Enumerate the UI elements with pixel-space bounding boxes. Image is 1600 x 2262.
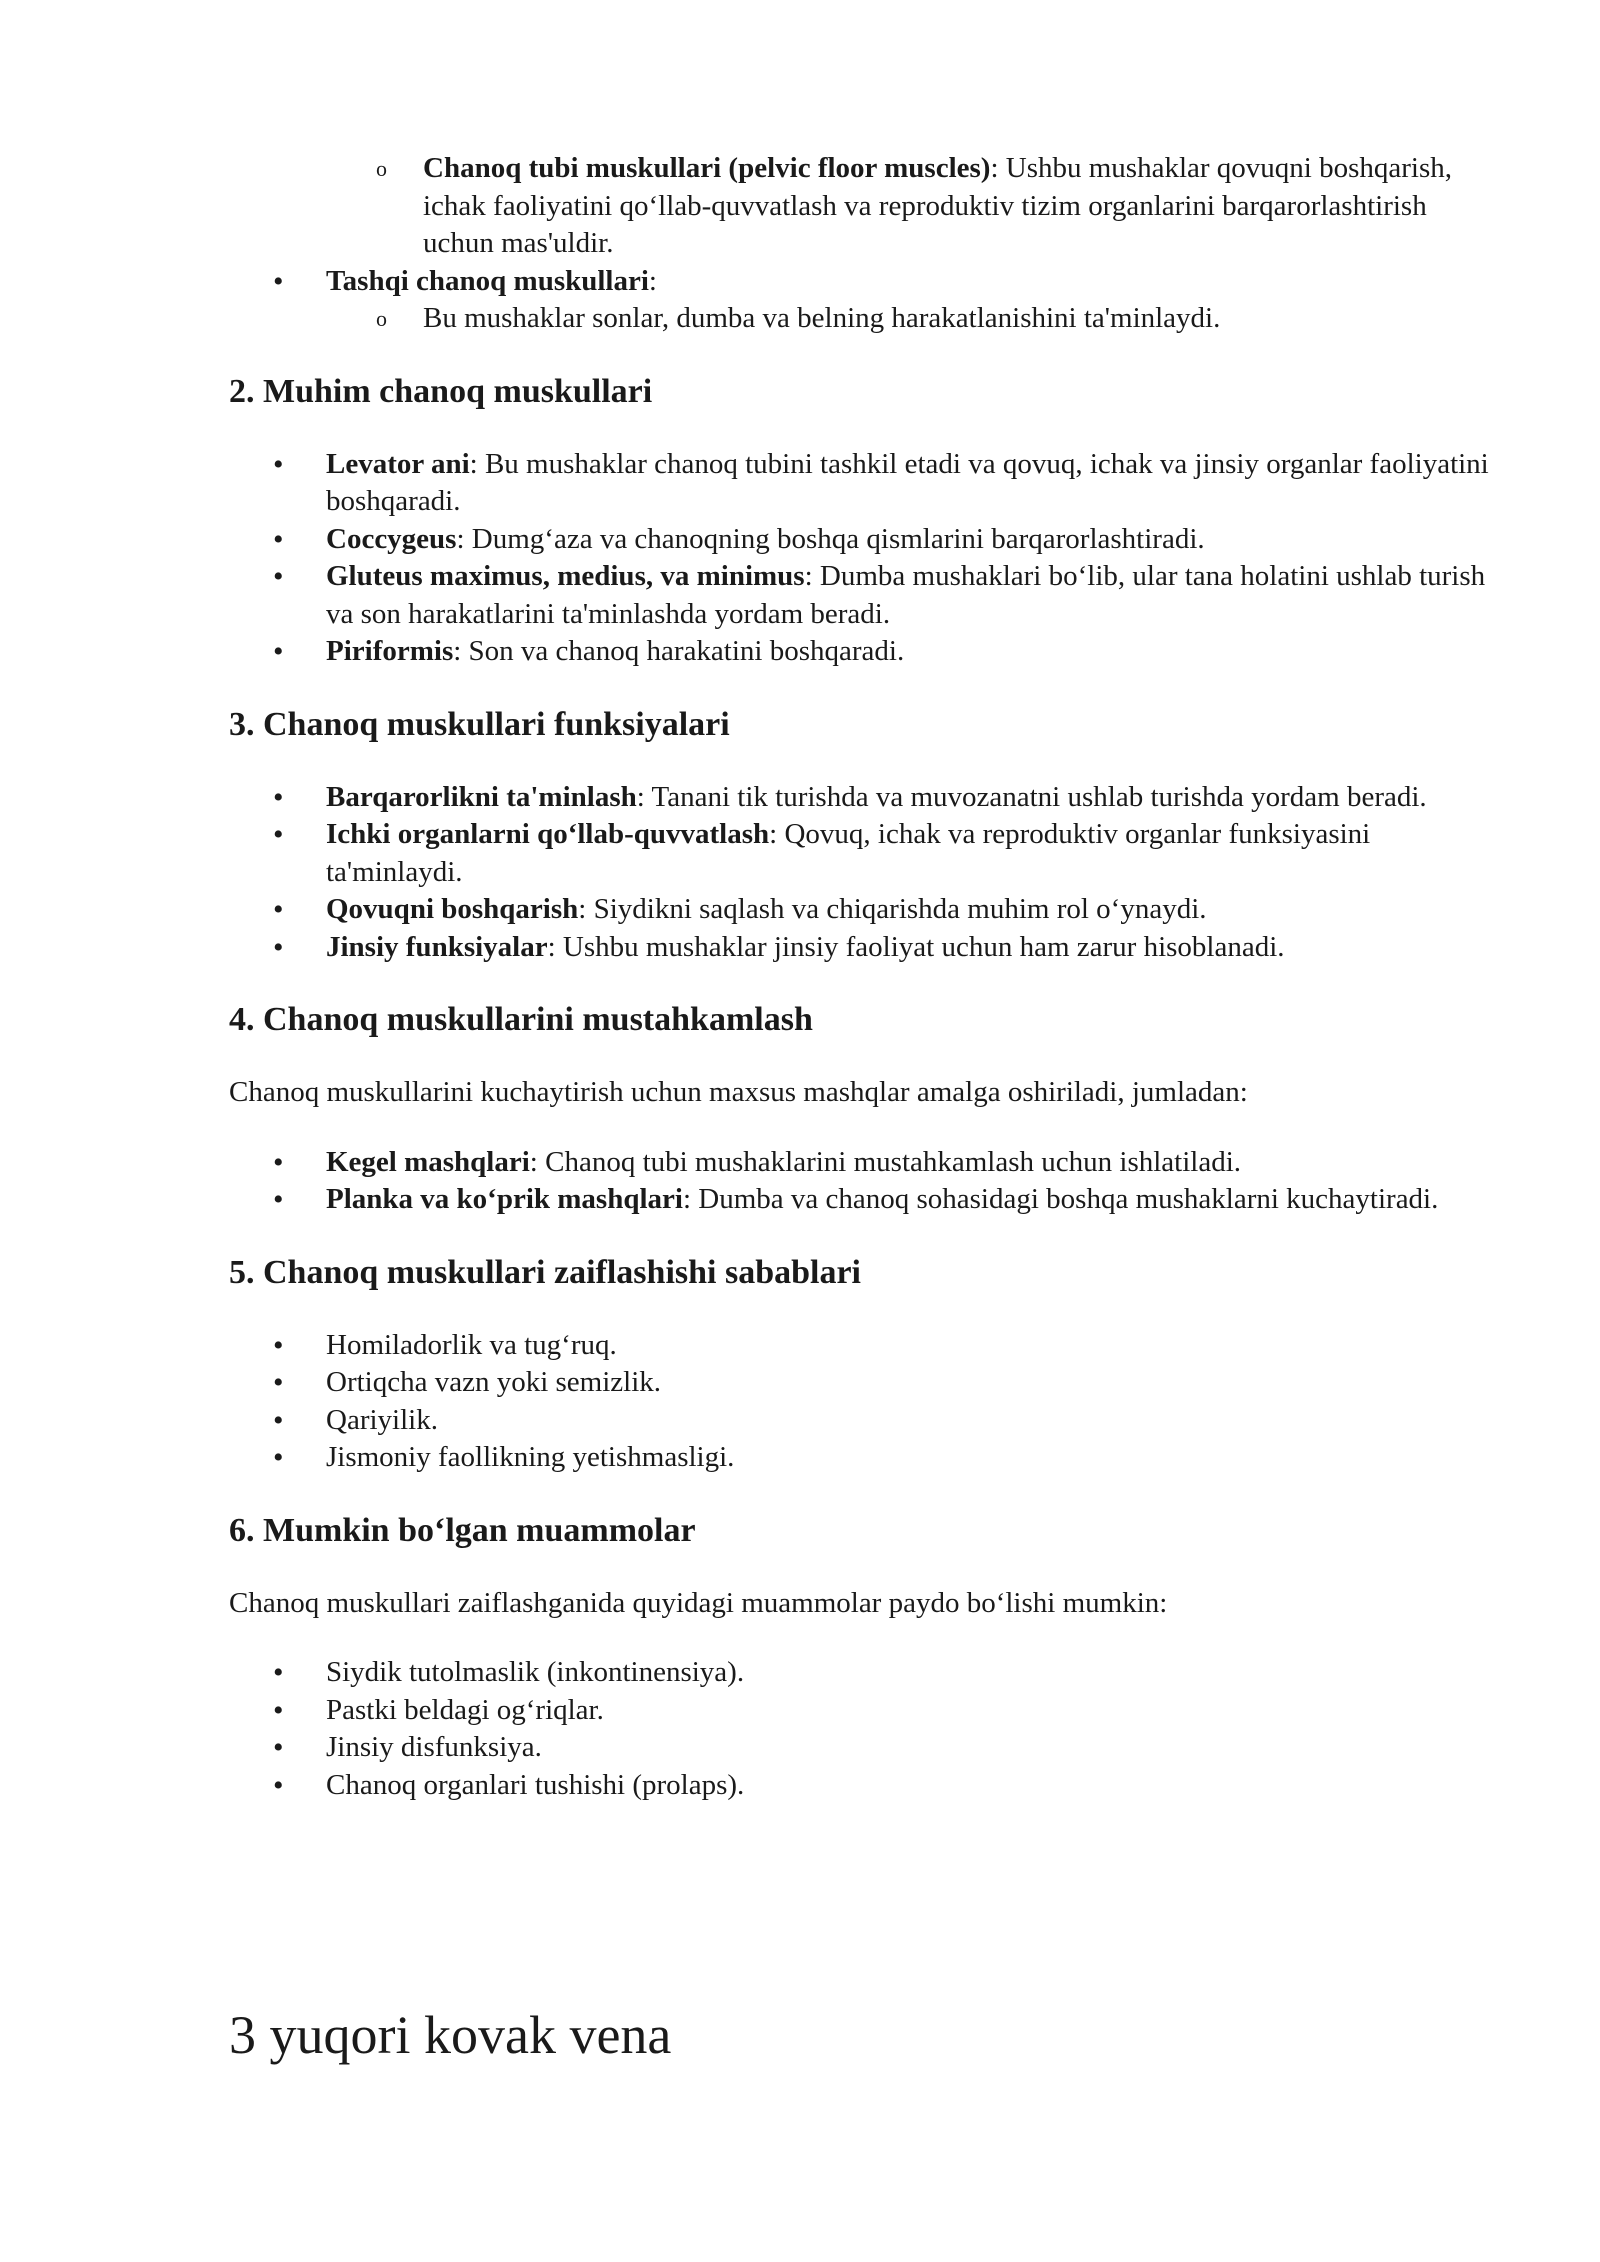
item-term: Coccygeus	[326, 522, 457, 555]
item-description: :	[648, 264, 657, 297]
list-item	[229, 558, 1489, 633]
bullet-marker: •	[273, 522, 284, 556]
item-description: : Ushbu mushaklar qovuqni boshqarish, ichak faoliyatini qo‘llab-quvvatlash va reproduktiv tizim organlarini barqarorlashtirish uchun mas'uldir.	[423, 152, 1453, 259]
list-item	[229, 1402, 1489, 1440]
section-heading: 5. Chanoq muskullari zaiflashishi sabablari	[229, 1253, 862, 1291]
bullet-marker: •	[273, 560, 284, 593]
section-heading: 4. Chanoq muskullarini mustahkamlash	[229, 1001, 813, 1038]
item-description: : Tanani tik turishda va muvozanatni ushlab turishda yordam beradi.	[636, 780, 1427, 813]
item-term: Jinsiy funksiyalar	[326, 930, 548, 963]
item-description: : Dumba va chanoq sohasidagi boshqa mushaklarni kuchaytiradi.	[682, 1183, 1439, 1215]
list-item	[229, 1327, 1489, 1365]
list-item	[229, 150, 1489, 263]
item-term: Barqarorlikni ta'minlash	[326, 780, 637, 813]
list-item	[229, 1692, 1489, 1730]
section-heading: 2. Muhim chanoq muskullari	[229, 372, 653, 410]
bullet-marker: •	[273, 893, 284, 926]
list-item	[229, 1767, 1489, 1805]
item-term: Ichki organlarni qo‘llab-quvvatlash	[326, 818, 770, 850]
list-item	[229, 300, 1489, 338]
item-description: : Son va chanoq harakatini boshqaradi.	[453, 635, 905, 667]
list-item	[229, 891, 1489, 929]
section-list	[229, 1654, 1489, 1804]
list-item	[229, 1181, 1489, 1219]
item-description: : Ushbu mushaklar jinsiy faoliyat uchun ham zarur hisoblanadi.	[547, 930, 1285, 963]
item-term: Gluteus maximus, medius, va minimus	[326, 560, 805, 592]
section-list	[229, 779, 1489, 967]
section-list	[229, 1327, 1489, 1477]
bullet-marker: •	[273, 1183, 284, 1216]
list-item	[229, 929, 1489, 967]
sub-bullet-marker: o	[376, 306, 387, 331]
item-description: : Chanoq tubi mushaklarini mustahkamlash uchun ishlatiladi.	[529, 1145, 1242, 1178]
list-item	[229, 779, 1489, 817]
sub-bullet-marker: o	[376, 156, 387, 181]
item-term: Tashqi chanoq muskullari	[326, 264, 649, 297]
item-text: Homiladorlik va tug‘ruq.	[326, 1328, 617, 1361]
list-item	[229, 521, 1489, 559]
item-text: Jinsiy disfunksiya.	[326, 1731, 542, 1763]
item-text: Ortiqcha vazn yoki semizlik.	[326, 1366, 662, 1398]
bullet-marker: •	[273, 1366, 284, 1399]
bullet-marker: •	[273, 930, 284, 964]
item-description: : Dumg‘aza va chanoqning boshqa qismlarini barqarorlashtiradi.	[456, 522, 1205, 555]
item-term: Planka va ko‘prik mashqlari	[326, 1183, 683, 1215]
bullet-marker: •	[273, 1403, 284, 1437]
bullet-marker: •	[273, 447, 284, 481]
item-term: Levator ani	[326, 447, 470, 480]
item-text: Siydik tutolmaslik (inkontinensiya).	[326, 1656, 745, 1688]
item-term: Kegel mashqlari	[326, 1145, 530, 1178]
item-text: Qariyilik.	[326, 1403, 438, 1436]
top-list	[229, 150, 1489, 338]
bullet-marker: •	[273, 818, 284, 851]
item-text: Chanoq organlari tushishi (prolaps).	[326, 1768, 745, 1801]
bullet-marker: •	[273, 1768, 284, 1802]
section-intro: Chanoq muskullari zaiflashganida quyidagi muammolar paydo bo‘lishi mumkin:	[229, 1586, 1168, 1619]
item-text: Jismoniy faollikning yetishmasligi.	[326, 1441, 735, 1473]
item-term: Piriformis	[326, 635, 454, 667]
section-list	[229, 446, 1489, 671]
list-item	[229, 1364, 1489, 1402]
bullet-marker: •	[273, 1693, 284, 1727]
bullet-marker: •	[273, 1731, 284, 1764]
item-description: : Siydikni saqlash va chiqarishda muhim rol o‘ynaydi.	[578, 893, 1207, 925]
item-description: : Dumba mushaklari bo‘lib, ular tana holatini ushlab turish va son harakatlarini ta'minlashda yordam beradi.	[326, 560, 1486, 630]
bullet-marker: •	[273, 1656, 284, 1689]
item-text: Pastki beldagi og‘riqlar.	[326, 1693, 604, 1726]
section-heading: 3. Chanoq muskullari funksiyalari	[229, 705, 730, 743]
list-item	[229, 1144, 1489, 1182]
list-item	[229, 1729, 1489, 1767]
list-item	[229, 633, 1489, 671]
bullet-marker: •	[273, 1145, 284, 1179]
bullet-marker: •	[273, 264, 284, 298]
bullet-marker: •	[273, 780, 284, 814]
section-list	[229, 1144, 1489, 1219]
bullet-marker: •	[273, 1328, 284, 1362]
item-description: : Qovuq, ichak va reproduktiv organlar funksiyasini ta'minlaydi.	[326, 818, 1371, 888]
list-item	[229, 446, 1489, 521]
chapter-title: 3 yuqori kovak vena	[229, 2005, 672, 2065]
section-intro: Chanoq muskullarini kuchaytirish uchun maxsus mashqlar amalga oshiriladi, jumladan:	[229, 1076, 1248, 1108]
bullet-marker: •	[273, 1441, 284, 1474]
list-item	[229, 816, 1489, 891]
list-item	[229, 263, 1489, 301]
list-item	[229, 1439, 1489, 1477]
item-term: Chanoq tubi muskullari (pelvic floor muscles)	[423, 152, 991, 184]
list-item	[229, 1654, 1489, 1692]
item-term: Qovuqni boshqarish	[326, 893, 579, 925]
item-description: : Bu mushaklar chanoq tubini tashkil etadi va qovuq, ichak va jinsiy organlar faoliyatini boshqaradi.	[326, 447, 1489, 517]
document-body	[229, 150, 1489, 1804]
section-heading: 6. Mumkin bo‘lgan muammolar	[229, 1511, 696, 1549]
bullet-marker: •	[273, 635, 284, 668]
item-text: Bu mushaklar sonlar, dumba va belning harakatlanishini ta'minlaydi.	[423, 302, 1221, 334]
